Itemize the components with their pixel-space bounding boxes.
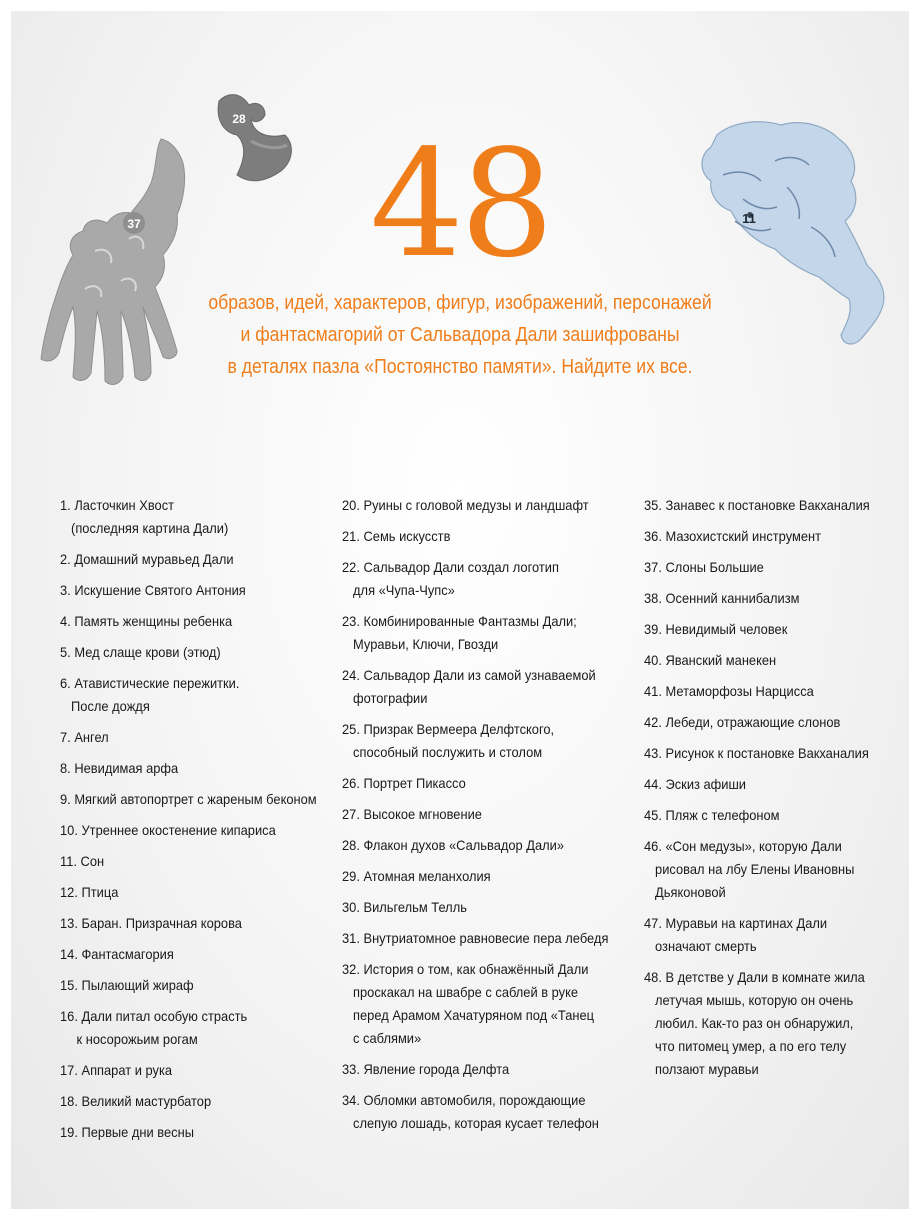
list-item xyxy=(342,556,618,602)
list-item-continuation: летучая мышь, которую он очень xyxy=(655,992,854,1008)
list-item-title: 41. Метаморфозы Нарцисса xyxy=(644,683,814,699)
list-item-title: 29. Атомная меланхолия xyxy=(342,868,491,884)
hero-subtitle-line: в деталях пазла «Постоянство памяти». Найдите их все. xyxy=(227,356,693,378)
list-item xyxy=(60,881,327,904)
list-item xyxy=(342,610,618,656)
list-item xyxy=(342,525,618,548)
list-item xyxy=(60,1090,327,1113)
list-item-title: 39. Невидимый человек xyxy=(644,621,788,637)
list-item-title: 34. Обломки автомобиля, порождающие xyxy=(342,1092,586,1108)
list-item xyxy=(342,664,618,710)
list-item-title: 13. Баран. Призрачная корова xyxy=(60,915,242,931)
list-item-title: 22. Сальвадор Дали создал логотип xyxy=(342,559,559,575)
list-item-continuation: (последняя картина Дали) xyxy=(71,520,229,536)
list-item-continuation: фотографии xyxy=(353,690,428,706)
list-item xyxy=(644,618,888,641)
list-item xyxy=(644,556,888,579)
puzzle-piece-number: 28 xyxy=(232,112,246,126)
list-item-title: 18. Великий мастурбатор xyxy=(60,1093,212,1109)
list-item-title: 30. Вильгельм Телль xyxy=(342,899,467,915)
list-item-title: 25. Призрак Вермеера Делфтского, xyxy=(342,721,555,737)
list-item xyxy=(644,680,888,703)
list-item xyxy=(342,803,618,826)
list-item xyxy=(342,772,618,795)
hero-subtitle xyxy=(65,287,855,383)
list-item xyxy=(60,757,327,780)
list-item-title: 4. Память женщины ребенка xyxy=(60,613,233,629)
hero-subtitle-line: образов, идей, характеров, фигур, изображений, персонажей xyxy=(208,292,712,314)
list-item-title: 28. Флакон духов «Сальвадор Дали» xyxy=(342,837,565,853)
list-item-continuation: означают смерть xyxy=(655,938,757,954)
list-item-continuation: Муравьи, Ключи, Гвозди xyxy=(353,636,499,652)
list-item-title: 21. Семь искусств xyxy=(342,528,451,544)
list-item xyxy=(60,819,327,842)
list-item xyxy=(342,927,618,950)
list-item-title: 42. Лебеди, отражающие слонов xyxy=(644,714,841,730)
list-item-title: 14. Фантасмагория xyxy=(60,946,174,962)
list-item xyxy=(60,672,327,718)
list-item-continuation: проскакал на швабре с саблей в руке xyxy=(353,984,579,1000)
list-item-title: 33. Явление города Делфта xyxy=(342,1061,510,1077)
poster-page xyxy=(11,11,909,1209)
list-item-continuation: с саблями» xyxy=(353,1030,422,1046)
list-item-title: 24. Сальвадор Дали из самой узнаваемой xyxy=(342,667,596,683)
list-item xyxy=(60,610,327,633)
list-item-title: 36. Мазохистский инструмент xyxy=(644,528,822,544)
list-item-title: 40. Яванский манекен xyxy=(644,652,777,668)
list-item xyxy=(60,494,327,540)
list-item-title: 8. Невидимая арфа xyxy=(60,760,179,776)
list-item xyxy=(60,1059,327,1082)
list-item xyxy=(644,525,888,548)
list-item-continuation: ползают муравьи xyxy=(655,1061,759,1077)
list-item xyxy=(644,494,888,517)
list-item xyxy=(342,1058,618,1081)
list-item-title: 11. Сон xyxy=(60,853,105,869)
list-item-title: 46. «Сон медузы», которую Дали xyxy=(644,838,842,854)
list-column-3 xyxy=(644,494,909,1089)
list-item-title: 37. Слоны Большие xyxy=(644,559,764,575)
list-item xyxy=(644,966,888,1081)
list-item-title: 38. Осенний каннибализм xyxy=(644,590,800,606)
list-item xyxy=(60,850,327,873)
list-item-title: 6. Атавистические пережитки. xyxy=(60,675,240,691)
list-item xyxy=(342,1089,618,1135)
list-item-continuation: перед Арамом Хачатуряном под «Танец xyxy=(353,1007,595,1023)
list-item xyxy=(342,958,618,1050)
list-item xyxy=(60,912,327,935)
list-item-title: 5. Мед слаще крови (этюд) xyxy=(60,644,221,660)
hero-subtitle-line: и фантасмагорий от Сальвадора Дали зашифрованы xyxy=(240,324,680,346)
list-item xyxy=(342,896,618,919)
list-item xyxy=(60,641,327,664)
list-item-title: 15. Пылающий жираф xyxy=(60,977,194,993)
list-item-continuation: для «Чупа-Чупс» xyxy=(353,582,455,598)
list-item xyxy=(342,494,618,517)
list-item-title: 1. Ласточкин Хвост xyxy=(60,497,175,513)
list-item-title: 32. История о том, как обнажённый Дали xyxy=(342,961,589,977)
list-item xyxy=(60,788,327,811)
list-item-title: 2. Домашний муравьед Дали xyxy=(60,551,234,567)
list-item-continuation: что питомец умер, а по его телу xyxy=(655,1038,847,1054)
list-item-title: 20. Руины с головой медузы и ландшафт xyxy=(342,497,589,513)
list-item xyxy=(644,804,888,827)
list-item-title: 7. Ангел xyxy=(60,729,109,745)
list-item xyxy=(342,834,618,857)
list-item xyxy=(644,835,888,904)
list-item-title: 31. Внутриатомное равновесие пера лебедя xyxy=(342,930,609,946)
list-item xyxy=(60,1005,327,1051)
hero-number: 48 xyxy=(369,118,551,290)
list-item-title: 45. Пляж с телефоном xyxy=(644,807,780,823)
list-item-title: 10. Утреннее окостенение кипариса xyxy=(60,822,276,838)
puzzle-piece-number: 11 xyxy=(742,211,756,226)
list-item-continuation: слепую лошадь, которая кусает телефон xyxy=(353,1115,599,1131)
list-item-title: 16. Дали питал особую страсть xyxy=(60,1008,248,1024)
list-item-title: 26. Портрет Пикассо xyxy=(342,775,466,791)
list-item xyxy=(60,974,327,997)
list-item-title: 19. Первые дни весны xyxy=(60,1124,194,1140)
list-item xyxy=(644,912,888,958)
list-item-continuation: После дождя xyxy=(71,698,150,714)
list-item-title: 3. Искушение Святого Антония xyxy=(60,582,246,598)
list-item-title: 44. Эскиз афиши xyxy=(644,776,746,792)
list-item xyxy=(60,943,327,966)
list-item-title: 23. Комбинированные Фантазмы Дали; xyxy=(342,613,577,629)
list-item-title: 43. Рисунок к постановке Вакханалия xyxy=(644,745,869,761)
list-item xyxy=(60,548,327,571)
puzzle-piece-number: 37 xyxy=(127,217,141,231)
list-item-title: 48. В детстве у Дали в комнате жила xyxy=(644,969,865,985)
list-item xyxy=(342,865,618,888)
list-column-2 xyxy=(342,494,642,1143)
list-item-title: 12. Птица xyxy=(60,884,119,900)
list-item-title: 47. Муравьи на картинах Дали xyxy=(644,915,828,931)
list-item-continuation: любил. Как-то раз он обнаружил, xyxy=(655,1015,854,1031)
list-item-continuation: рисовал на лбу Елены Ивановны xyxy=(655,861,855,877)
list-item-title: 35. Занавес к постановке Вакханалия xyxy=(644,497,870,513)
list-item-continuation: к носорожьим рогам xyxy=(76,1031,198,1047)
list-item xyxy=(644,742,888,765)
list-item-title: 9. Мягкий автопортрет с жареным беконом xyxy=(60,791,317,807)
list-item-title: 27. Высокое мгновение xyxy=(342,806,482,822)
list-item-continuation: Дьяконовой xyxy=(655,884,726,900)
list-item-title: 17. Аппарат и рука xyxy=(60,1062,173,1078)
list-item xyxy=(60,579,327,602)
list-column-1 xyxy=(60,494,350,1152)
list-item-continuation: способный послужить и столом xyxy=(353,744,543,760)
list-item xyxy=(644,711,888,734)
list-item xyxy=(644,587,888,610)
list-item xyxy=(342,718,618,764)
list-item xyxy=(644,773,888,796)
list-item xyxy=(60,1121,327,1144)
list-item xyxy=(60,726,327,749)
list-item xyxy=(644,649,888,672)
